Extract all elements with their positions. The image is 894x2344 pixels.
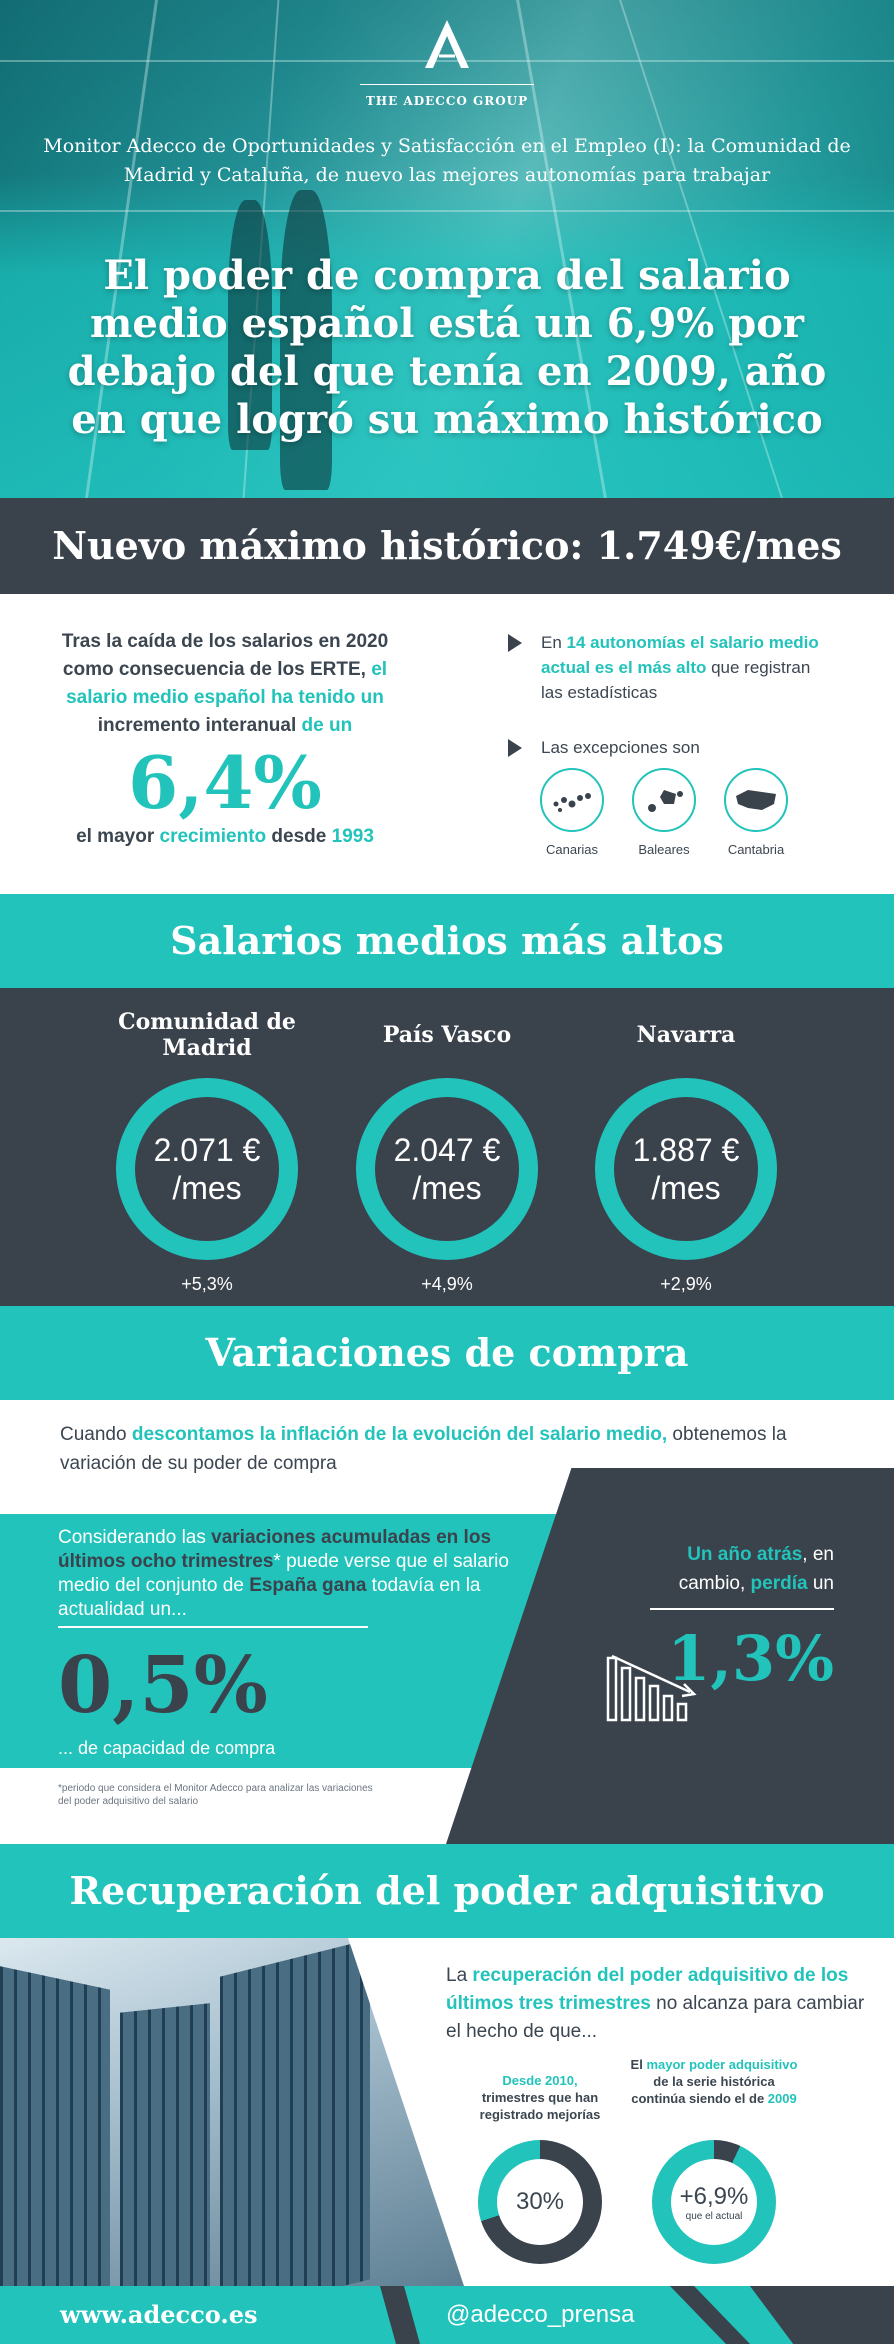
- text-segment: , en cambio,: [678, 1544, 834, 1594]
- variations-right-text: [620, 1540, 834, 1598]
- salary-ring: [116, 1078, 298, 1260]
- recovery-stat-quarters: [452, 2072, 628, 2123]
- hero-banner: [0, 0, 894, 498]
- salary-card: [97, 1004, 317, 1295]
- variations-band-title: Variaciones de compra: [205, 1330, 689, 1375]
- purchasing-power-donut-chart: [652, 2140, 776, 2264]
- text-highlight: 2009: [767, 2091, 797, 2106]
- triangle-bullet-icon: [508, 634, 522, 652]
- divider-line: [650, 1608, 834, 1610]
- max-band-title: Nuevo máximo histórico: 1.749€/mes: [52, 523, 842, 568]
- text-segment: Cuando: [60, 1424, 132, 1445]
- salaries-band-title: Salarios medios más altos: [170, 918, 724, 963]
- max-bottom-text: [60, 826, 390, 848]
- donut-center: [671, 2159, 757, 2245]
- salary-unit: /mes: [412, 1170, 482, 1206]
- salary-amount: 1.887 €: [632, 1132, 740, 1168]
- donut-sublabel: que el actual: [685, 2210, 743, 2222]
- donut-value: 30%: [515, 2188, 565, 2215]
- building-shape: [120, 2003, 210, 2286]
- region-circle: [724, 768, 788, 832]
- text-highlight: 14 autonomías el salario medio actual es el más alto: [541, 633, 819, 677]
- cantabria-map-icon: [726, 770, 786, 830]
- adecco-logo-icon: [417, 18, 477, 70]
- salary-growth-value: 6,4%: [128, 740, 322, 825]
- text-segment: La: [446, 1965, 473, 1986]
- text-highlight: perdía: [750, 1573, 808, 1594]
- salary-amount: 2.071 €: [153, 1132, 261, 1168]
- salary-change: +4,9%: [421, 1274, 473, 1294]
- max-left-text: [60, 628, 390, 740]
- donut-center: [497, 2159, 583, 2245]
- footer: [0, 2286, 894, 2344]
- text-segment: obtenemos la variación de su poder de compra: [60, 1424, 787, 1474]
- triangle-bullet-icon: [508, 739, 522, 757]
- text-highlight: mayor poder adquisitivo: [646, 2057, 798, 2072]
- text-segment: Considerando las: [58, 1527, 212, 1548]
- region-canarias: [536, 768, 608, 857]
- region-circle: [632, 768, 696, 832]
- text-highlight: España gana: [249, 1575, 367, 1596]
- salary-change: +5,3%: [181, 1274, 233, 1294]
- donut-value: +6,9%: [679, 2182, 749, 2210]
- variations-band: [0, 1306, 894, 1400]
- salary-change: +2,9%: [660, 1274, 712, 1294]
- text-segment: El: [630, 2057, 647, 2072]
- building-shape: [220, 1939, 370, 2286]
- recovery-stat-2009: [626, 2056, 802, 2107]
- hero-subtitle: Monitor Adecco de Oportunidades y Satisfacción en el Empleo (I): la Comunidad de Madrid y Cataluña, de nuevo las mejores autonomías para trabajar: [43, 135, 851, 186]
- text-segment: no alcanza para cambiar el hecho de que...: [446, 1993, 865, 2042]
- salaries-grid: [0, 988, 894, 1306]
- footer-stripe: [670, 2286, 750, 2344]
- city-buildings-image: [0, 1938, 464, 2286]
- recovery-body: [0, 1938, 894, 2286]
- text-segment: que registran las estadísticas: [541, 658, 811, 702]
- text-highlight: de un: [296, 715, 353, 736]
- text-segment: incremento interanual: [97, 715, 297, 736]
- recovery-band-title: Recuperación del poder adquisitivo: [69, 1868, 825, 1913]
- salary-ring: [595, 1078, 777, 1260]
- text-highlight: Desde 2010,: [502, 2073, 578, 2088]
- salary-card: [337, 1004, 557, 1295]
- recovery-band: [0, 1844, 894, 1938]
- text-highlight: Un año atrás: [687, 1544, 803, 1565]
- text-segment: todavía en la actualidad un...: [58, 1575, 481, 1620]
- text-highlight: descontamos la inflación de la evolución del salario medio,: [131, 1424, 668, 1445]
- region-baleares: [628, 768, 700, 857]
- logo-text: THE ADECCO GROUP: [365, 94, 529, 108]
- text-highlight: 1993: [331, 826, 374, 847]
- text-segment: el mayor: [76, 826, 160, 847]
- text-segment: Tras la caída de los salarios en 2020 como consecuencia de los ERTE,: [61, 631, 389, 680]
- region-label: Canarias: [545, 842, 599, 857]
- salary-ring: [356, 1078, 538, 1260]
- purchasing-loss-value: 1,3%: [667, 1622, 834, 1695]
- salary-unit: /mes: [172, 1170, 242, 1206]
- salary-amount: 2.047 €: [393, 1132, 501, 1168]
- max-band: [0, 498, 894, 594]
- footnote: *periodo que considera el Monitor Adecco para analizar las variaciones del poder adquisitivo del salario: [58, 1783, 373, 1807]
- purchasing-gain-caption: ... de capacidad de compra: [58, 1738, 276, 1758]
- purchasing-gain-value: 0,5%: [58, 1640, 268, 1731]
- text-segment: un: [807, 1573, 834, 1594]
- canarias-map-icon: [542, 770, 602, 830]
- hero-title: El poder de compra del salario medio español está un 6,9% por debajo del que tenía en 2009, año en que logró su máximo histórico: [67, 252, 827, 443]
- text-segment: desde: [266, 826, 332, 847]
- salary-unit: /mes: [651, 1170, 721, 1206]
- region-label: Cantabria: [727, 842, 785, 857]
- recovery-text: [446, 1962, 866, 2046]
- salaries-band: [0, 894, 894, 988]
- salary-card: [576, 1004, 796, 1295]
- region-circle: [540, 768, 604, 832]
- variations-body: [0, 1400, 894, 1844]
- building-shape: [0, 1966, 110, 2286]
- background-glass-line: [0, 210, 894, 212]
- declining-bars-icon: [606, 1654, 702, 1724]
- website-link[interactable]: www.adecco.es: [60, 2300, 258, 2329]
- autonomias-text: [541, 630, 821, 705]
- region-cantabria: [720, 768, 792, 857]
- max-info: [0, 594, 894, 894]
- salary-region-name: Comunidad de Madrid: [118, 1009, 296, 1061]
- exceptions-label: Las excepciones son: [541, 738, 700, 757]
- logo-divider: [360, 84, 534, 85]
- region-label: Baleares: [638, 842, 690, 857]
- text-segment: de la serie histórica continúa siendo el de: [631, 2074, 775, 2106]
- salary-region-name: Navarra: [636, 1022, 736, 1048]
- text-segment: trimestres que han registrado mejorías: [479, 2090, 601, 2122]
- variations-left-text: [58, 1526, 518, 1622]
- text-highlight: recuperación del poder adquisitivo de los últimos tres trimestres: [446, 1965, 849, 2014]
- quarters-donut-chart: [478, 2140, 602, 2264]
- divider-line: [58, 1626, 368, 1628]
- footer-stripe: [380, 2286, 420, 2344]
- salary-region-name: País Vasco: [382, 1022, 512, 1048]
- text-highlight: crecimiento: [159, 826, 267, 847]
- text-segment: * puede verse que el salario medio del conjunto de: [58, 1551, 509, 1596]
- text-highlight: el salario medio español ha tenido un: [66, 659, 388, 708]
- twitter-handle-link[interactable]: @adecco_prensa: [446, 2301, 635, 2328]
- footer-stripe: [750, 2286, 894, 2344]
- baleares-map-icon: [634, 770, 694, 830]
- text-segment: En: [541, 633, 567, 652]
- text-highlight: variaciones acumuladas en los últimos ocho trimestres: [58, 1527, 492, 1572]
